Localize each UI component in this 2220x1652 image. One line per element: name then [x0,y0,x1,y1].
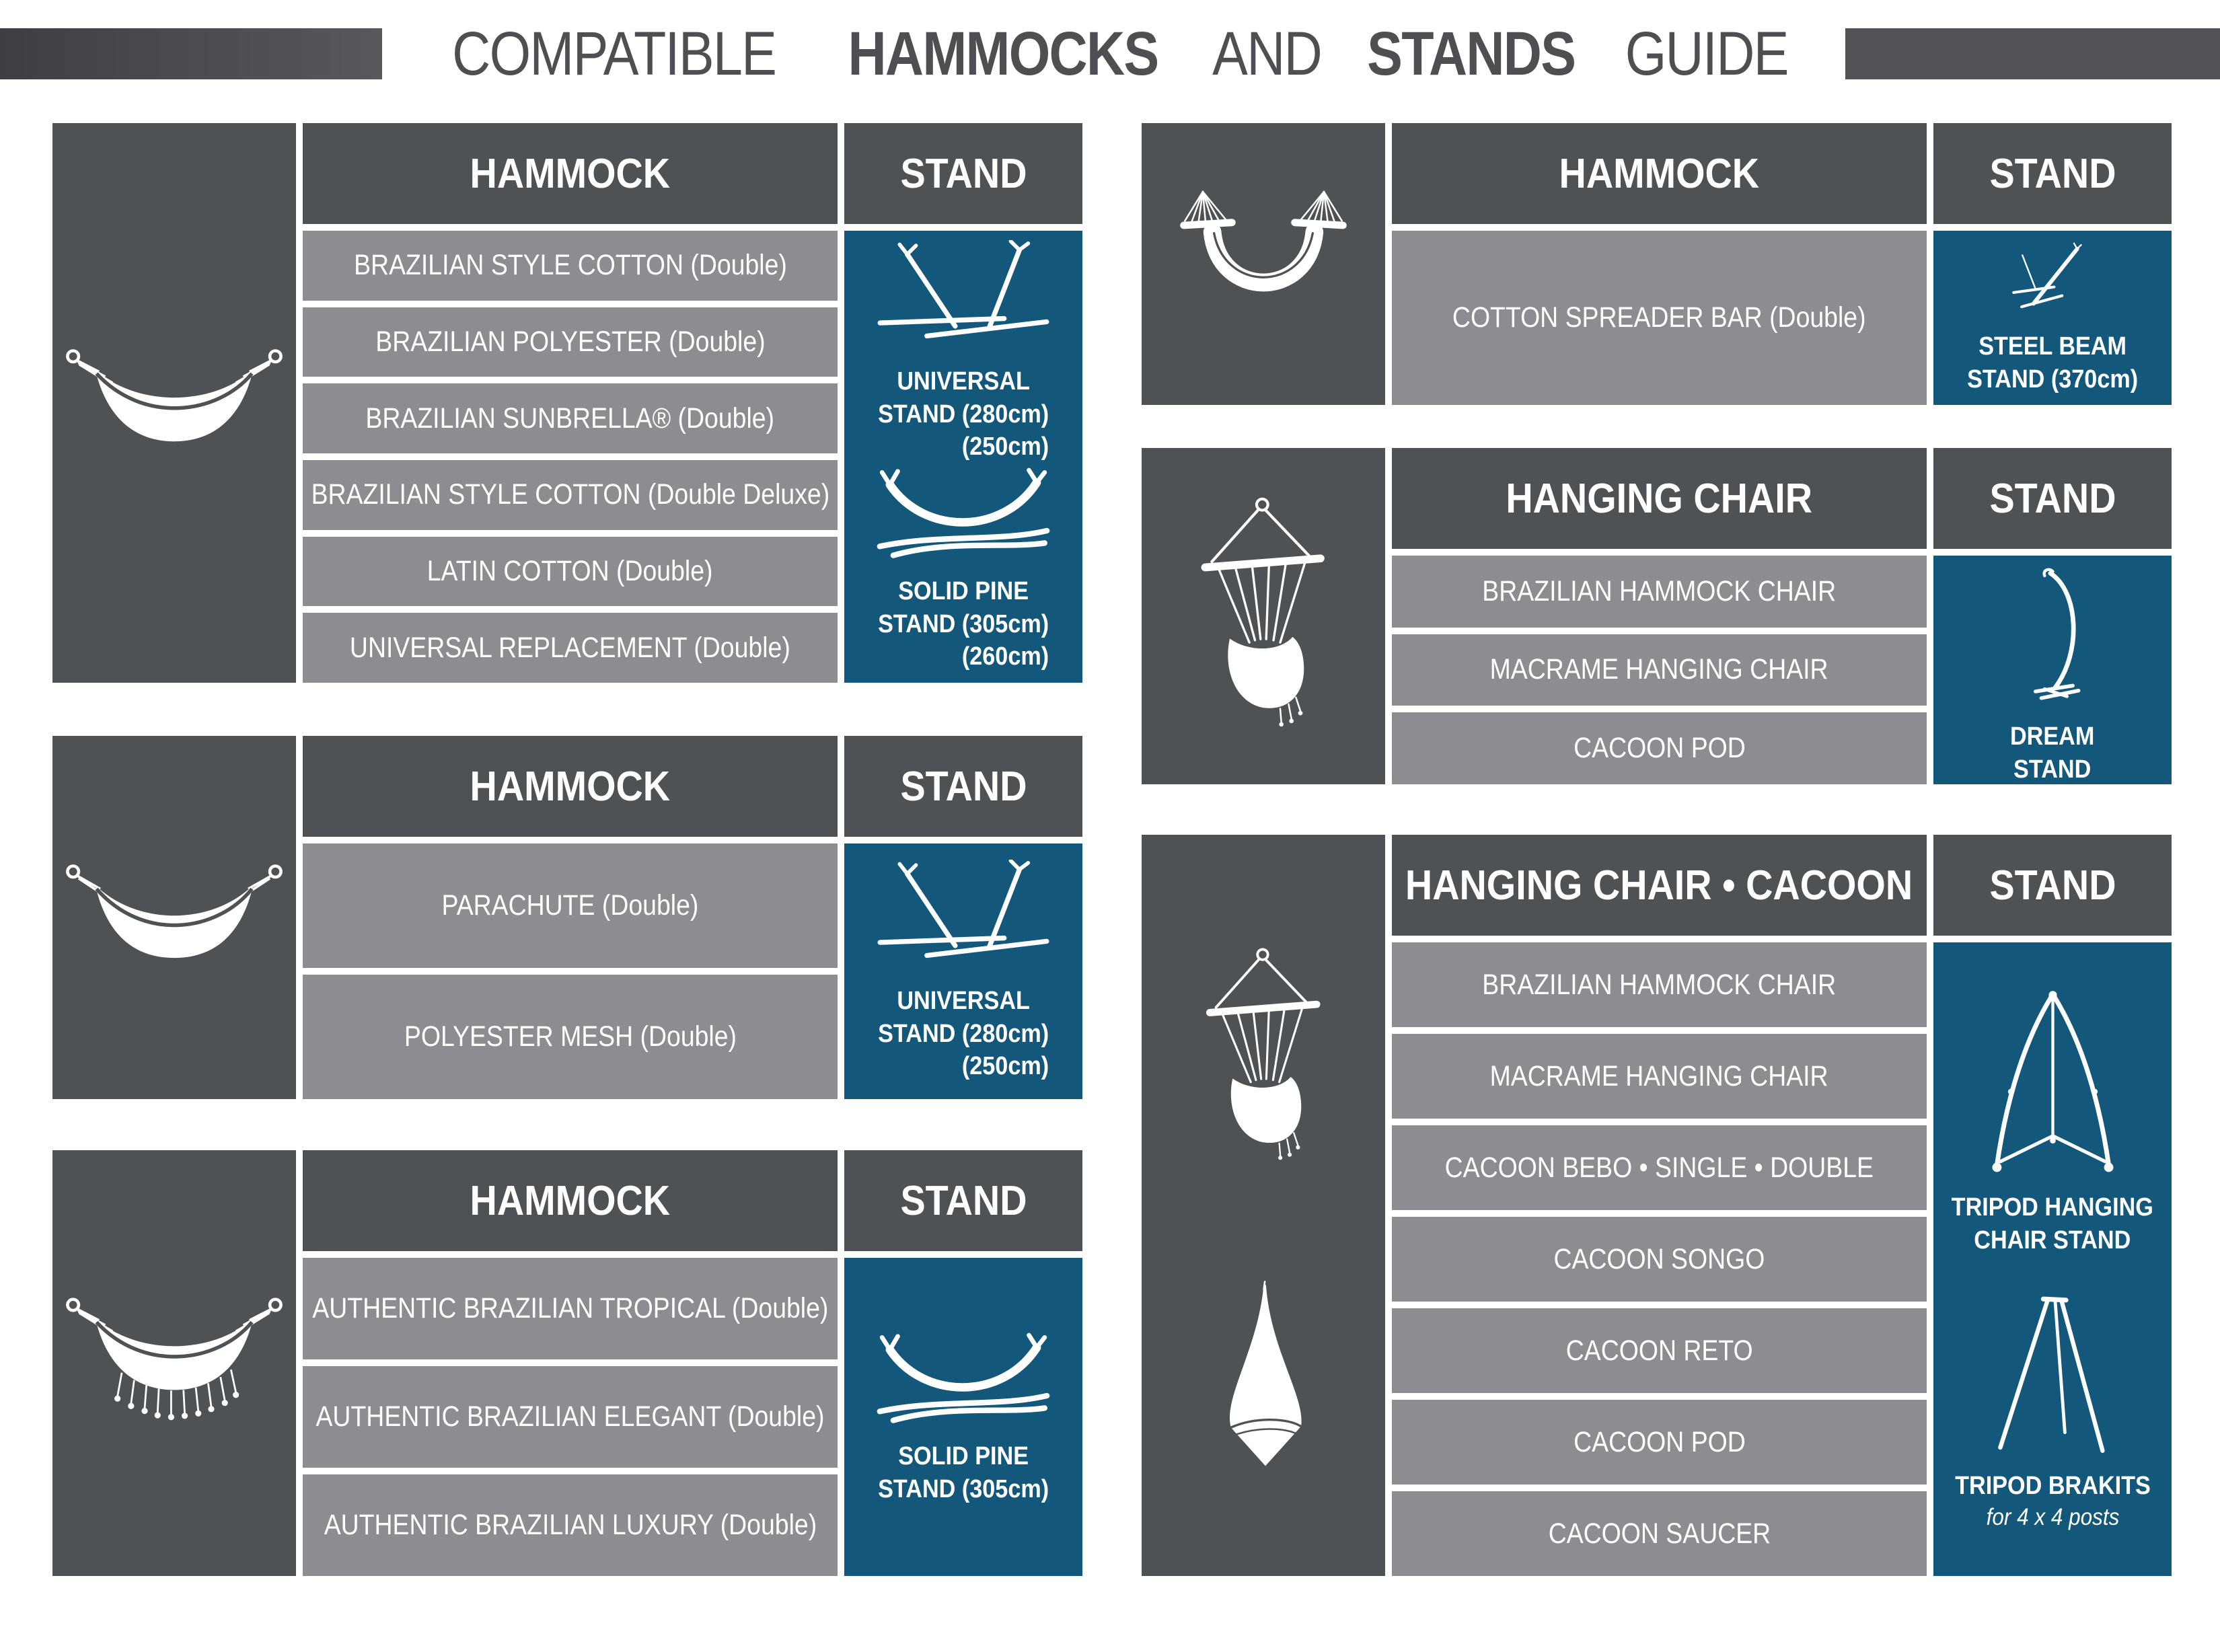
stand-cell [1933,231,2172,405]
table-row: CACOON BEBO • SINGLE • DOUBLE [1392,1125,1927,1210]
stand-cell [1933,942,2172,1576]
table-row: BRAZILIAN POLYESTER (Double) [303,307,838,377]
stand-label: TRIPOD HANGING CHAIR STAND [1951,1193,2154,1255]
column-header-hammock: HAMMOCK [303,123,838,224]
table-hanging-chairs [1142,448,2172,784]
steel-beam-stand-icon [2010,240,2094,320]
table-row: LATIN COTTON (Double) [303,537,838,607]
fringed-hammock-icon [63,1286,285,1441]
stand-label: DREAM STAND [2010,722,2095,784]
stand-option [2005,565,2099,786]
stand-cell [844,231,1082,683]
dream-stand-icon [2015,565,2089,710]
table-row: CACOON POD [1392,1400,1927,1485]
stand-cell [844,1258,1082,1576]
stand-label: SOLID PINE STAND (305cm) [877,1441,1049,1503]
table-row: AUTHENTIC BRAZILIAN LUXURY (Double) [303,1474,838,1576]
column-header-stand: STAND [844,1150,1082,1251]
hammock-icon-box [52,123,296,683]
column-header-hanging-chair: HANGING CHAIR [1392,448,1927,549]
solid-pine-stand-icon [862,463,1064,564]
table-row: BRAZILIAN STYLE COTTON (Double Deluxe) [303,460,838,530]
table-row: CACOON SONGO [1392,1217,1927,1302]
hammock-icon-box [52,736,296,1099]
solid-pine-stand-icon [862,1328,1064,1429]
table-row: BRAZILIAN HAMMOCK CHAIR [1392,942,1927,1027]
column-header-stand: STAND [1933,123,2172,224]
table-row: CACOON RETO [1392,1308,1927,1393]
title-bar-left [0,28,382,79]
column-header-hammock: HAMMOCK [303,736,838,837]
column-header-stand: STAND [1933,448,2172,549]
table-row: AUTHENTIC BRAZILIAN TROPICAL (Double) [303,1258,838,1359]
table-row: MACRAME HANGING CHAIR [1392,1034,1927,1119]
spreader-bar-hammock-icon-box [1142,123,1385,405]
table-parachute-hammocks [52,736,1082,1099]
table-row: COTTON SPREADER BAR (Double) [1392,231,1927,405]
title-bar-right [1845,28,2220,79]
column-header-stand: STAND [1933,835,2172,936]
table-authentic-brazilian-hammocks [52,1150,1082,1576]
title-word: HAMMOCKS [848,19,1158,88]
tripod-hanging-chair-stand-icon [1977,985,2129,1180]
universal-stand-icon [859,240,1068,354]
stand-option [862,1328,1064,1505]
table-row: BRAZILIAN HAMMOCK CHAIR [1392,556,1927,628]
table-brazilian-hammocks [52,123,1082,683]
column-header-hanging-chair-cacoon: HANGING CHAIR • CACOON [1392,835,1927,936]
universal-stand-icon [859,860,1068,974]
stand-option [1940,985,2165,1256]
table-row: BRAZILIAN STYLE COTTON (Double) [303,231,838,301]
hanging-chair-icon [1196,488,1331,744]
stand-option [859,860,1068,1083]
title-word: AND [1212,19,1321,88]
stand-option [1958,240,2147,396]
hammock-icon [63,852,285,983]
tripod-brakits-icon [1985,1291,2120,1459]
hanging-chair-icon-box [1142,448,1385,784]
table-row: CACOON POD [1392,712,1927,784]
stand-label: UNIVERSAL STAND (280cm) (250cm) [877,987,1049,1081]
column-header-stand: STAND [844,123,1082,224]
stand-option [859,240,1068,463]
hanging-chair-icon [1201,942,1326,1174]
stand-label: SOLID PINE STAND (305cm) (260cm) [877,577,1049,671]
page-title [382,12,1845,96]
table-row: POLYESTER MESH (Double) [303,975,838,1099]
stand-label: UNIVERSAL STAND (280cm) (250cm) [877,367,1049,461]
table-row: CACOON SAUCER [1392,1491,1927,1576]
fringed-hammock-icon-box [52,1150,296,1576]
hammock-icon [63,337,285,468]
table-hanging-chair-cacoon [1142,835,2172,1576]
stand-label: TRIPOD BRAKITS for 4 x 4 posts [1954,1472,2151,1530]
title-word: COMPATIBLE [452,19,776,88]
cacoon-icon [1201,1281,1326,1469]
stand-cell [844,843,1082,1099]
stand-option [862,463,1064,673]
column-header-hammock: HAMMOCK [303,1150,838,1251]
hanging-chair-cacoon-icon-box [1142,835,1385,1576]
stand-label: STEEL BEAM STAND (370cm) [1966,332,2139,393]
table-row: UNIVERSAL REPLACEMENT (Double) [303,613,838,683]
table-row: AUTHENTIC BRAZILIAN ELEGANT (Double) [303,1366,838,1468]
stand-cell [1933,556,2172,784]
table-row: BRAZILIAN SUNBRELLA® (Double) [303,383,838,453]
table-row: PARACHUTE (Double) [303,843,838,968]
table-spreader-bar-hammock [1142,123,2172,393]
spreader-bar-hammock-icon [1179,185,1347,343]
table-row: MACRAME HANGING CHAIR [1392,634,1927,706]
title-word: GUIDE [1625,19,1788,88]
column-header-hammock: HAMMOCK [1392,123,1927,224]
column-header-stand: STAND [844,736,1082,837]
stand-option [1944,1291,2161,1532]
title-word: STANDS [1367,19,1576,88]
